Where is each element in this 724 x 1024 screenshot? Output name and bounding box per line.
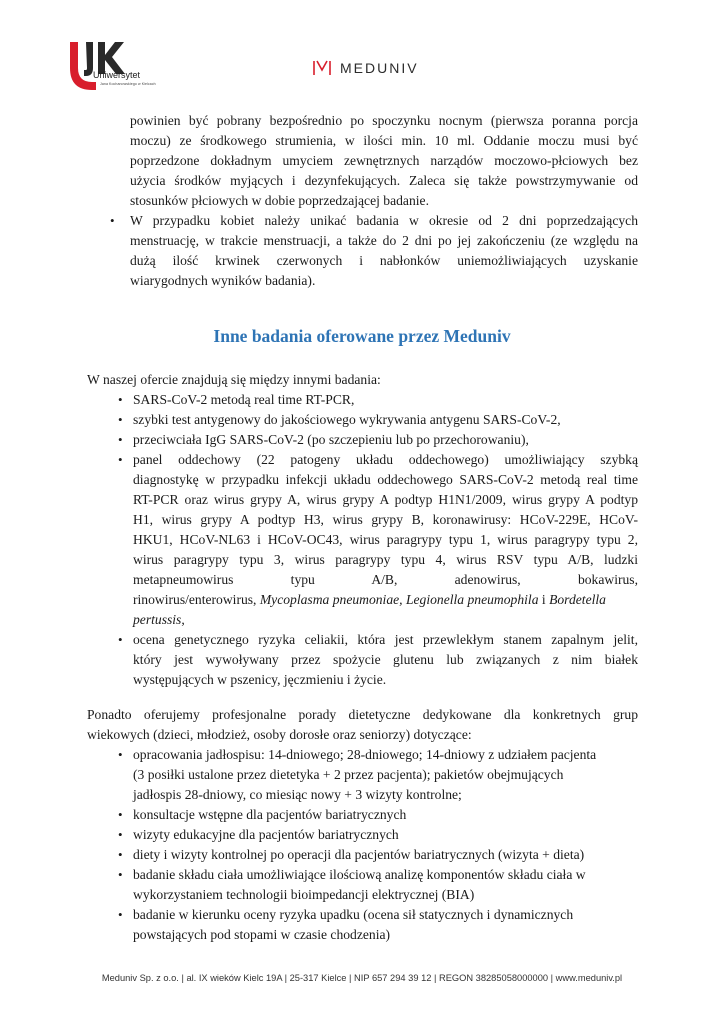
list-item: wizyty edukacyjne dla pacjentów bariatrycznych bbox=[133, 827, 399, 842]
text-line: diagnostykę w przypadku infekcji układu oddechowego SARS-CoV-2 metodą real time bbox=[133, 472, 638, 487]
text-line: ocena genetycznego ryzyka celiakii, która jest przewlekłym stanem zapalnym jelit, bbox=[133, 632, 638, 647]
text-line: powstających pod stopami w czasie chodzenia) bbox=[133, 927, 391, 942]
text-line: występujących w pszenicy, jęczmieniu i życie. bbox=[133, 672, 387, 687]
text-line: powinien być pobrany bezpośrednio po spoczynku nocnym (pierwsza poranna porcja bbox=[130, 113, 638, 128]
list-item: konsultacje wstępne dla pacjentów bariatrycznych bbox=[133, 807, 407, 822]
list-item: diety i wizyty kontrolnej po operacji dla pacjentów bariatrycznych (wizyta + dieta) bbox=[133, 847, 585, 862]
text-line: stosunków płciowych w dobie poprzedzającej badanie. bbox=[130, 193, 429, 208]
text-run-italic: Mycoplasma pneumoniae, Legionella pneumophila bbox=[259, 592, 539, 607]
meduniv-brand: MEDUNIV bbox=[340, 60, 419, 76]
text-line: badanie w kierunku oceny ryzyka upadku (ocena sił statycznych i dynamicznych bbox=[133, 907, 574, 922]
bullet-icon: • bbox=[118, 827, 123, 842]
bullet-icon: • bbox=[110, 213, 115, 228]
text-line: dużą ilość krwinek czerwonych i nabłonków uniemożliwiających uzyskanie bbox=[130, 253, 638, 268]
text-run: , bbox=[181, 612, 185, 627]
text-line: jadłospis 28-dniowy, co miesiąc nowy + 3 wizyty kontrolne; bbox=[133, 787, 462, 802]
text-line: (3 posiłki ustalone przez dietetyka + 2 przez pacjenta); pakietów obejmujących bbox=[133, 767, 564, 782]
text-line: H1, wirus grypy A podtyp H3, wirus grypy B, koronawirusy: HCoV-229E, HCoV- bbox=[133, 512, 638, 527]
text-line: wiarygodnych wyników badania). bbox=[130, 273, 316, 288]
text-run-italic: Bordetella bbox=[549, 592, 606, 607]
offer-intro: W naszej ofercie znajdują się między innymi badania: bbox=[87, 372, 381, 387]
text-line: HKU1, HCoV-NL63 i HCoV-OC43, wirus paragrypy typu 1, wirus paragrypy typu 2, bbox=[133, 532, 638, 547]
ujk-university-name: Uniwersytet bbox=[93, 70, 141, 80]
text-line: Ponadto oferujemy profesjonalne porady dietetyczne dedykowane dla konkretnych grup bbox=[87, 707, 638, 722]
section-heading: Inne badania oferowane przez Meduniv bbox=[213, 326, 511, 346]
text-line: W przypadku kobiet należy unikać badania w okresie od 2 dni poprzedzających bbox=[130, 213, 638, 228]
text-line: poprzedzone dokładnym umyciem zewnętrznych narządów moczowo-płciowych bez bbox=[130, 153, 638, 168]
text-line: RT-PCR oraz wirus grypy A, wirus grypy A podtyp H1N1/2009, wirus grypy A podtyp bbox=[133, 492, 638, 507]
bullet-icon: • bbox=[118, 747, 123, 762]
text-line: użycia środków myjących i dezynfekujących. Zaleca się także powstrzymywanie od bbox=[130, 173, 638, 188]
bullet-icon: • bbox=[118, 807, 123, 822]
list-item: przeciwciała IgG SARS-CoV-2 (po szczepieniu lub po przechorowaniu), bbox=[133, 432, 529, 447]
text-run: i bbox=[538, 592, 550, 607]
bullet-icon: • bbox=[118, 907, 123, 922]
text-line: menstruację, w trakcie menstruacji, a także do 2 dni po jej zakończeniu (ze względu na bbox=[130, 233, 638, 248]
list-item: SARS-CoV-2 metodą real time RT-PCR, bbox=[133, 392, 355, 407]
bullet-icon: • bbox=[118, 867, 123, 882]
bullet-icon: • bbox=[118, 412, 123, 427]
text-line: metapneumowirus typu A/B, adenowirus, bokawirus, bbox=[133, 572, 638, 587]
list-item: szybki test antygenowy do jakościowego wykrywania antygenu SARS-CoV-2, bbox=[133, 412, 561, 427]
text-line: badanie składu ciała umożliwiające ilościową analizę komponentów składu ciała w bbox=[133, 867, 586, 882]
text-run: rinowirus/enterowirus, bbox=[133, 592, 260, 607]
text-line: wirus paragrypy typu 3, wirus paragrypy typu 4, wirus RSV typu A/B, ludzki bbox=[133, 552, 638, 567]
meduniv-logo-icon bbox=[312, 58, 332, 78]
text-run-italic: pertussis bbox=[133, 612, 182, 627]
text-line: wiekowych (dzieci, młodzież, osoby dorosłe oraz seniorzy) dotyczące: bbox=[87, 727, 472, 742]
text-line: który jest wywoływany przez spożycie glutenu lub związanych z nim białek bbox=[133, 652, 638, 667]
text-line: panel oddechowy (22 patogeny układu oddechowego) umożliwiający szybką bbox=[133, 452, 638, 467]
ujk-university-subname: Jana Kochanowskiego w Kielcach bbox=[100, 82, 156, 86]
text-line: moczu) ze środkowego strumienia, w ilości min. 10 ml. Oddanie moczu musi być bbox=[130, 133, 638, 148]
text-line: wykorzystaniem technologii bioimpedancji elektrycznej (BIA) bbox=[133, 887, 475, 902]
page-footer: Meduniv Sp. z o.o. | al. IX wieków Kielc 19A | 25-317 Kielce | NIP 657 294 39 12 | REGON 38285058000000 | www.meduniv.pl bbox=[101, 973, 623, 983]
text-line: opracowania jadłospisu: 14-dniowego; 28-dniowego; 14-dniowy z udziałem pacjenta bbox=[133, 747, 597, 762]
bullet-icon: • bbox=[118, 632, 123, 647]
bullet-icon: • bbox=[118, 392, 123, 407]
text-line bbox=[133, 590, 638, 611]
bullet-icon: • bbox=[118, 452, 123, 467]
bullet-icon: • bbox=[118, 432, 123, 447]
text-line bbox=[133, 610, 638, 631]
bullet-icon: • bbox=[118, 847, 123, 862]
